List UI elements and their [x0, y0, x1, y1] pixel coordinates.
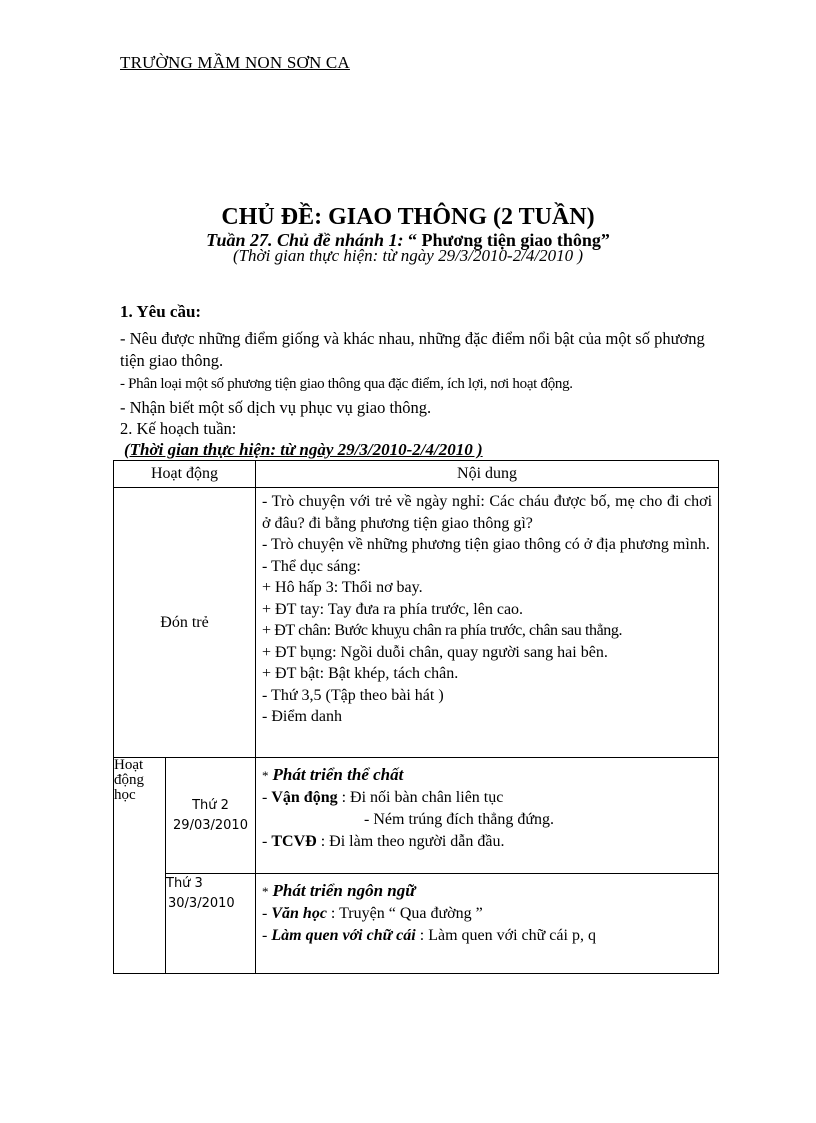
day-name: Thứ 3 — [166, 876, 203, 891]
table-row — [114, 758, 719, 874]
page-title: CHỦ ĐỀ: GIAO THÔNG (2 TUẦN) — [221, 204, 595, 230]
content-line: + ĐT bụng: Ngồi duỗi chân, quay người sang hai bên. — [262, 643, 608, 661]
table-row — [114, 488, 719, 758]
plan-period: (Thời gian thực hiện: từ ngày 29/3/2010-2/4/2010 ) — [124, 440, 483, 459]
content-line: - Thể dục sáng: — [262, 557, 361, 575]
asterisk-icon: * — [262, 884, 269, 899]
day-cell — [166, 758, 256, 874]
content-line: - Thứ 3,5 (Tập theo bài hát ) — [262, 686, 444, 704]
activity-line: - TCVĐ : Đi làm theo người dẫn đầu. — [262, 832, 505, 850]
content-line: - Điểm danh — [262, 708, 342, 725]
activity-line: - Vận động : Đi nối bàn chân liên tục — [262, 788, 504, 806]
activity-line: - Văn học : Truyện “ Qua đường ” — [262, 904, 483, 922]
week-label: Tuần 27. Chủ đề nhánh 1: — [206, 230, 404, 250]
requirement-item: - Phân loại một số phương tiện giao thông qua đặc điểm, ích lợi, nơi hoạt động. — [120, 376, 573, 392]
day-cell — [166, 874, 256, 974]
content-line: - Trò chuyện về những phương tiện giao thông có ở địa phương mình. — [262, 536, 710, 553]
period-line: (Thời gian thực hiện: từ ngày 29/3/2010-2/4/2010 ) — [232, 246, 584, 265]
day-name: Thứ 2 — [192, 797, 229, 813]
requirement-item: - Nhận biết một số dịch vụ phục vụ giao thông. — [120, 398, 432, 417]
activity-line: - Ném trúng đích thẳng đứng. — [364, 810, 554, 828]
section-title: * Phát triển ngôn ngữ — [262, 881, 416, 900]
content-line: + ĐT bật: Bật khép, tách chân. — [262, 665, 459, 682]
hoat-dong-hoc-label: Hoạt động học — [114, 758, 166, 974]
requirement-item: - Nêu được những điểm giống và khác nhau, những đặc điểm nổi bật của một số phương tiện giao thông. — [120, 329, 705, 370]
day-content — [256, 758, 719, 874]
content-line: + ĐT tay: Tay đưa ra phía trước, lên cao. — [262, 600, 524, 618]
table-header-row — [114, 461, 719, 488]
column-header: Nội dung — [256, 461, 719, 488]
day-date: 30/3/2010 — [168, 896, 235, 911]
section-title: * Phát triển thể chất — [262, 765, 404, 784]
topic-name: “ Phương tiện giao thông” — [408, 230, 610, 250]
requirements-heading: 1. Yêu cầu: — [120, 302, 202, 321]
day-content — [256, 874, 719, 974]
don-tre-label: Đón trẻ — [114, 488, 256, 758]
school-name: TRƯỜNG MẦM NON SƠN CA — [120, 53, 350, 72]
day-date: 29/03/2010 — [173, 817, 248, 833]
weekly-plan-table — [113, 460, 719, 974]
column-header: Hoạt động — [114, 461, 256, 488]
content-line: - Trò chuyện với trẻ về ngày nghỉ: Các cháu được bố, mẹ cho đi chơi ở đâu? đi bằng phương tiện giao thông gì? — [262, 493, 713, 532]
don-tre-content — [256, 488, 719, 758]
asterisk-icon: * — [262, 768, 269, 783]
content-line: + Hô hấp 3: Thổi nơ bay. — [262, 579, 423, 596]
content-line: + ĐT chân: Bước khuỵu chân ra phía trước, chân sau thẳng. — [262, 622, 623, 639]
table-row — [114, 874, 719, 974]
plan-heading: 2. Kế hoạch tuần: — [120, 419, 237, 438]
activity-line: - Làm quen với chữ cái : Làm quen với chữ cái p, q — [262, 926, 596, 944]
